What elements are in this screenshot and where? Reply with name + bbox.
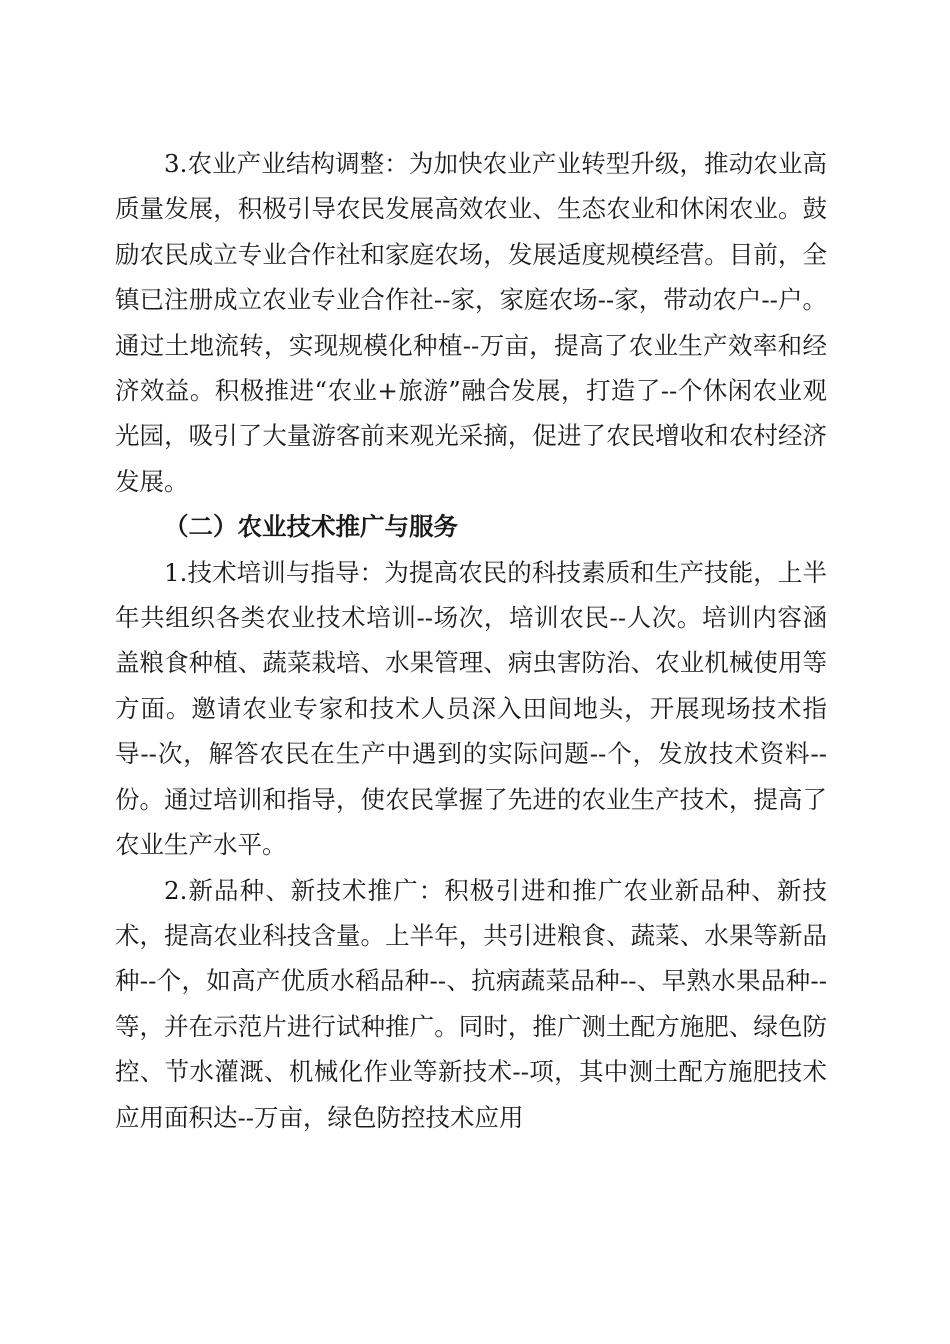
section-heading-tech-promotion: （二）农业技术推广与服务	[164, 512, 458, 542]
document-body	[115, 141, 827, 1140]
paragraph-agri-structure: 3.农业产业结构调整：为加快农业产业转型升级，推动农业高质量发展，积极引导农民发展高效农业、生态农业和休闲农业。鼓励农民成立专业合作社和家庭农场，发展适度规模经营。目前，全镇已注册成立农业专业合作社--家，家庭农场--家，带动农户--户。通过土地流转，实现规模化种植--万亩，提高了农业生产效率和经济效益。积极推进“农业+旅游”融合发展，打造了--个休闲农业观光园，吸引了大量游客前来观光采摘，促进了农民增收和农村经济发展。	[115, 149, 827, 496]
paragraph-new-varieties: 2.新品种、新技术推广：积极引进和推广农业新品种、新技术，提高农业科技含量。上半年，共引进粮食、蔬菜、水果等新品种--个，如高产优质水稻品种--、抗病蔬菜品种--、早熟水果品种--等，并在示范片进行试种推广。同时，推广测土配方施肥、绿色防控、节水灌溉、机械化作业等新技术--项，其中测土配方施肥技术应用面积达--万亩，绿色防控技术应用	[115, 875, 827, 1132]
paragraph-tech-training: 1.技术培训与指导：为提高农民的科技素质和生产技能，上半年共组织各类农业技术培训--场次，培训农民--人次。培训内容涵盖粮食种植、蔬菜栽培、水果管理、病虫害防治、农业机械使用等方面。邀请农业专家和技术人员深入田间地头，开展现场技术指导--次，解答农民在生产中遇到的实际问题--个，发放技术资料--份。通过培训和指导，使农民掌握了先进的农业生产技术，提高了农业生产水平。	[115, 557, 827, 860]
